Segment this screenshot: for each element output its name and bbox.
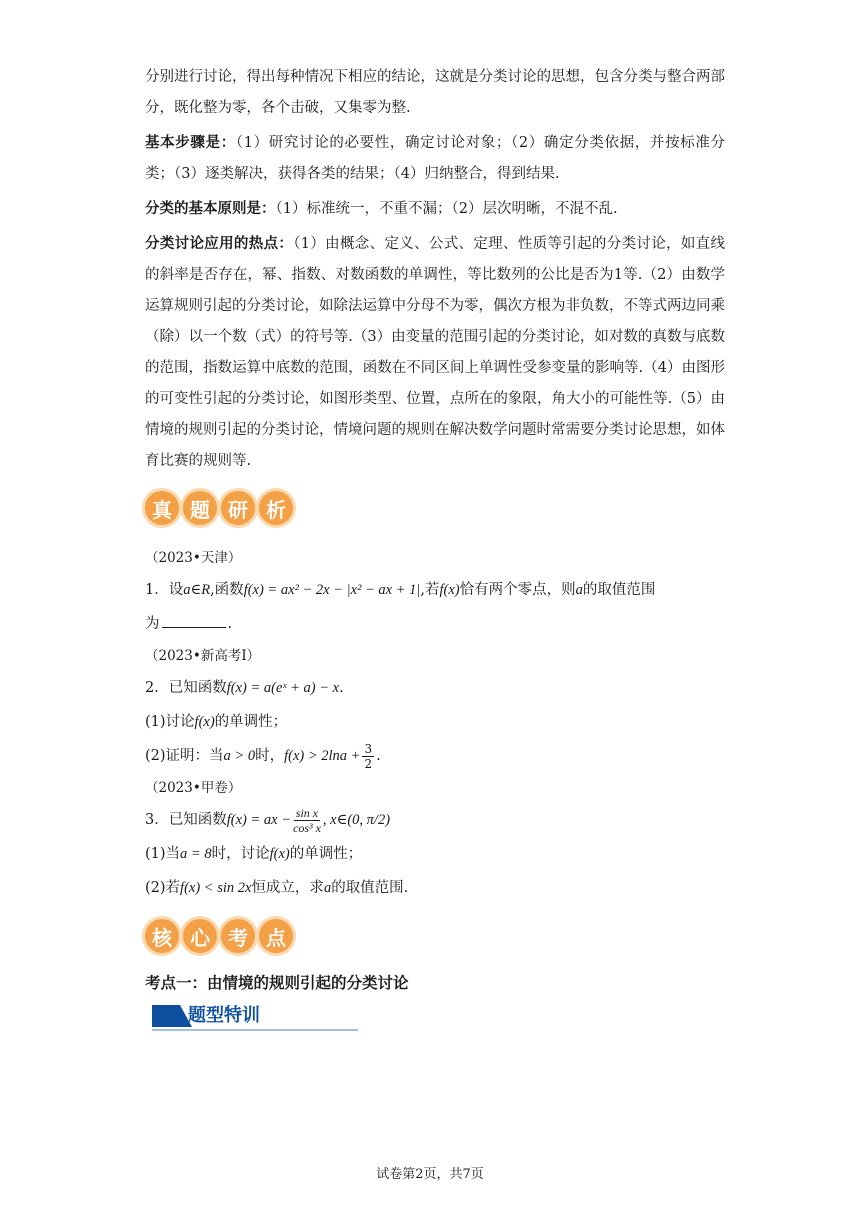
q2-number: 2．已知函数 — [145, 680, 227, 696]
badge-char: 研 — [221, 491, 255, 525]
intro-paragraph-4 — [145, 229, 725, 477]
q2-end: . — [339, 680, 344, 696]
tixing-banner — [152, 1005, 358, 1027]
q3-s1-post: 的单调性； — [289, 846, 363, 862]
q3-source: （2023•甲卷） — [145, 780, 242, 796]
q3-func-pre: f(x) = ax − — [226, 812, 291, 828]
fraction — [362, 742, 374, 771]
q1-text1: ,函数 — [210, 582, 244, 598]
q2-text — [145, 671, 725, 705]
principle-text: （1）标准统一，不重不漏；（2）层次明晰，不混不乱. — [275, 201, 618, 217]
q2-sub2 — [145, 739, 725, 773]
q2-s2-cond: a > 0 — [223, 748, 256, 764]
section-badge-zhenti — [145, 491, 725, 525]
q2-s2-end: . — [376, 748, 381, 764]
q3-s2-mid: 恒成立，求 — [251, 880, 324, 896]
q1-function: f(x) = ax² − 2x − |x² − ax + 1| — [243, 582, 421, 598]
answer-blank[interactable] — [162, 627, 226, 628]
q2-function: f(x) = a(eˣ + a) − x — [226, 680, 340, 696]
steps-text: （1）研究讨论的必要性，确定讨论对象；（2）确定分类依据，并按标准分类；（3）逐类解决，获得各类的结果；（4）归纳整合，得到结果. — [145, 135, 726, 182]
q1-text2: ,若 — [420, 582, 440, 598]
banner-title: 题型特训 — [188, 1005, 260, 1026]
q3-text — [145, 803, 725, 837]
q1-number: 1．设 — [145, 582, 184, 598]
q3-s1-mid: 时，讨论 — [211, 846, 270, 862]
q1-text5: 为 — [145, 616, 160, 632]
q1-end: . — [227, 616, 233, 632]
q3-number: 3．已知函数 — [145, 812, 227, 828]
q1-text3: 恰有两个零点，则 — [459, 582, 576, 598]
q2-sub1 — [145, 705, 725, 739]
q1-text — [145, 573, 725, 607]
q1-condition: a∈R — [183, 582, 211, 598]
badge-char: 题 — [183, 491, 217, 525]
fraction-numerator: 3 — [364, 741, 373, 756]
steps-label: 基本步骤是： — [145, 135, 236, 151]
badge-char: 考 — [221, 919, 255, 953]
hotspot-label: 分类讨论应用的热点： — [145, 236, 294, 252]
q3-sub1 — [145, 837, 725, 871]
banner-underline — [152, 1029, 358, 1031]
badge-char: 心 — [183, 919, 217, 953]
intro-paragraph-3 — [145, 194, 725, 225]
page-footer: 试卷第2页，共7页 — [376, 1167, 484, 1182]
section-badge-hexin — [145, 919, 725, 953]
banner-bar-shape — [152, 1005, 192, 1027]
kaodian-heading: 考点一：由情境的规则引起的分类讨论 — [145, 974, 409, 992]
q3-sub2 — [145, 871, 725, 905]
q1-a: a — [575, 582, 583, 598]
badge-char: 析 — [259, 491, 293, 525]
fraction-numerator: sin x — [295, 805, 319, 820]
q2-s2-mid: 时， — [255, 748, 285, 764]
page-content — [145, 62, 725, 1027]
q3-s1-pre: (1)当 — [145, 846, 181, 862]
q3-s1-fx: f(x) — [269, 846, 290, 862]
q2-s2-pre: (2)证明：当 — [145, 748, 224, 764]
q1-answer-line — [145, 607, 725, 641]
hotspot-text: （1）由概念、定义、公式、定理、性质等引起的分类讨论，如直线的斜率是否存在，幂、指数、对数函数的单调性，等比数列的公比是否为1等.（2）由数学运算规则引起的分类讨论，如除法运算中分母不为零，偶次方根为非负数，不等式两边同乘（除）以一个数（式）的符号等.（3）由变量的范围引起的分类讨论，如对数的真数与底数的范围，指数运算中底数的范围，函数在不同区间上单调性受参变量的影响等.（4）由图形的可变性引起的分类讨论，如图形类型、位置，点所在的象限，角大小的可能性等.（5）由情境的规则引起的分类讨论，情境问题的规则在解决数学问题时常需要分类讨论思想，如体育比赛的规则等. — [145, 236, 725, 469]
q2-s1-post: 的单调性； — [214, 714, 288, 730]
q3-s2-a: a — [323, 880, 332, 896]
q3-s1-cond: a = 8 — [180, 846, 212, 862]
q3-domain: , x∈(0, π/2) — [322, 812, 391, 828]
q3-s2-ineq: f(x) < sin 2x — [180, 880, 252, 896]
q2-s2-ineq: f(x) > 2lna + — [284, 748, 361, 764]
intro-paragraph-2 — [145, 128, 725, 190]
q2-s1-fx: f(x) — [194, 714, 215, 730]
intro-paragraph-1: 分别进行讨论，得出每种情况下相应的结论，这就是分类讨论的思想，包含分类与整合两部分，既化整为零，各个击破，又集零为整. — [145, 69, 725, 116]
badge-char: 点 — [259, 919, 293, 953]
q3-s2-post: 的取值范围. — [331, 880, 409, 896]
q3-s2-pre: (2)若 — [145, 880, 181, 896]
q2-source: （2023•新高考Ⅰ） — [145, 648, 261, 664]
badge-char: 真 — [145, 491, 179, 525]
principle-label: 分类的基本原则是： — [145, 201, 276, 217]
q1-source: （2023•天津） — [145, 550, 242, 566]
q2-s1-pre: (1)讨论 — [145, 714, 195, 730]
fraction-denominator: cos³ x — [293, 820, 321, 835]
q1-text4: 的取值范围 — [582, 582, 656, 598]
fraction-denominator: 2 — [364, 756, 373, 771]
badge-char: 核 — [145, 919, 179, 953]
q1-fx: f(x) — [439, 582, 460, 598]
fraction — [293, 806, 321, 835]
